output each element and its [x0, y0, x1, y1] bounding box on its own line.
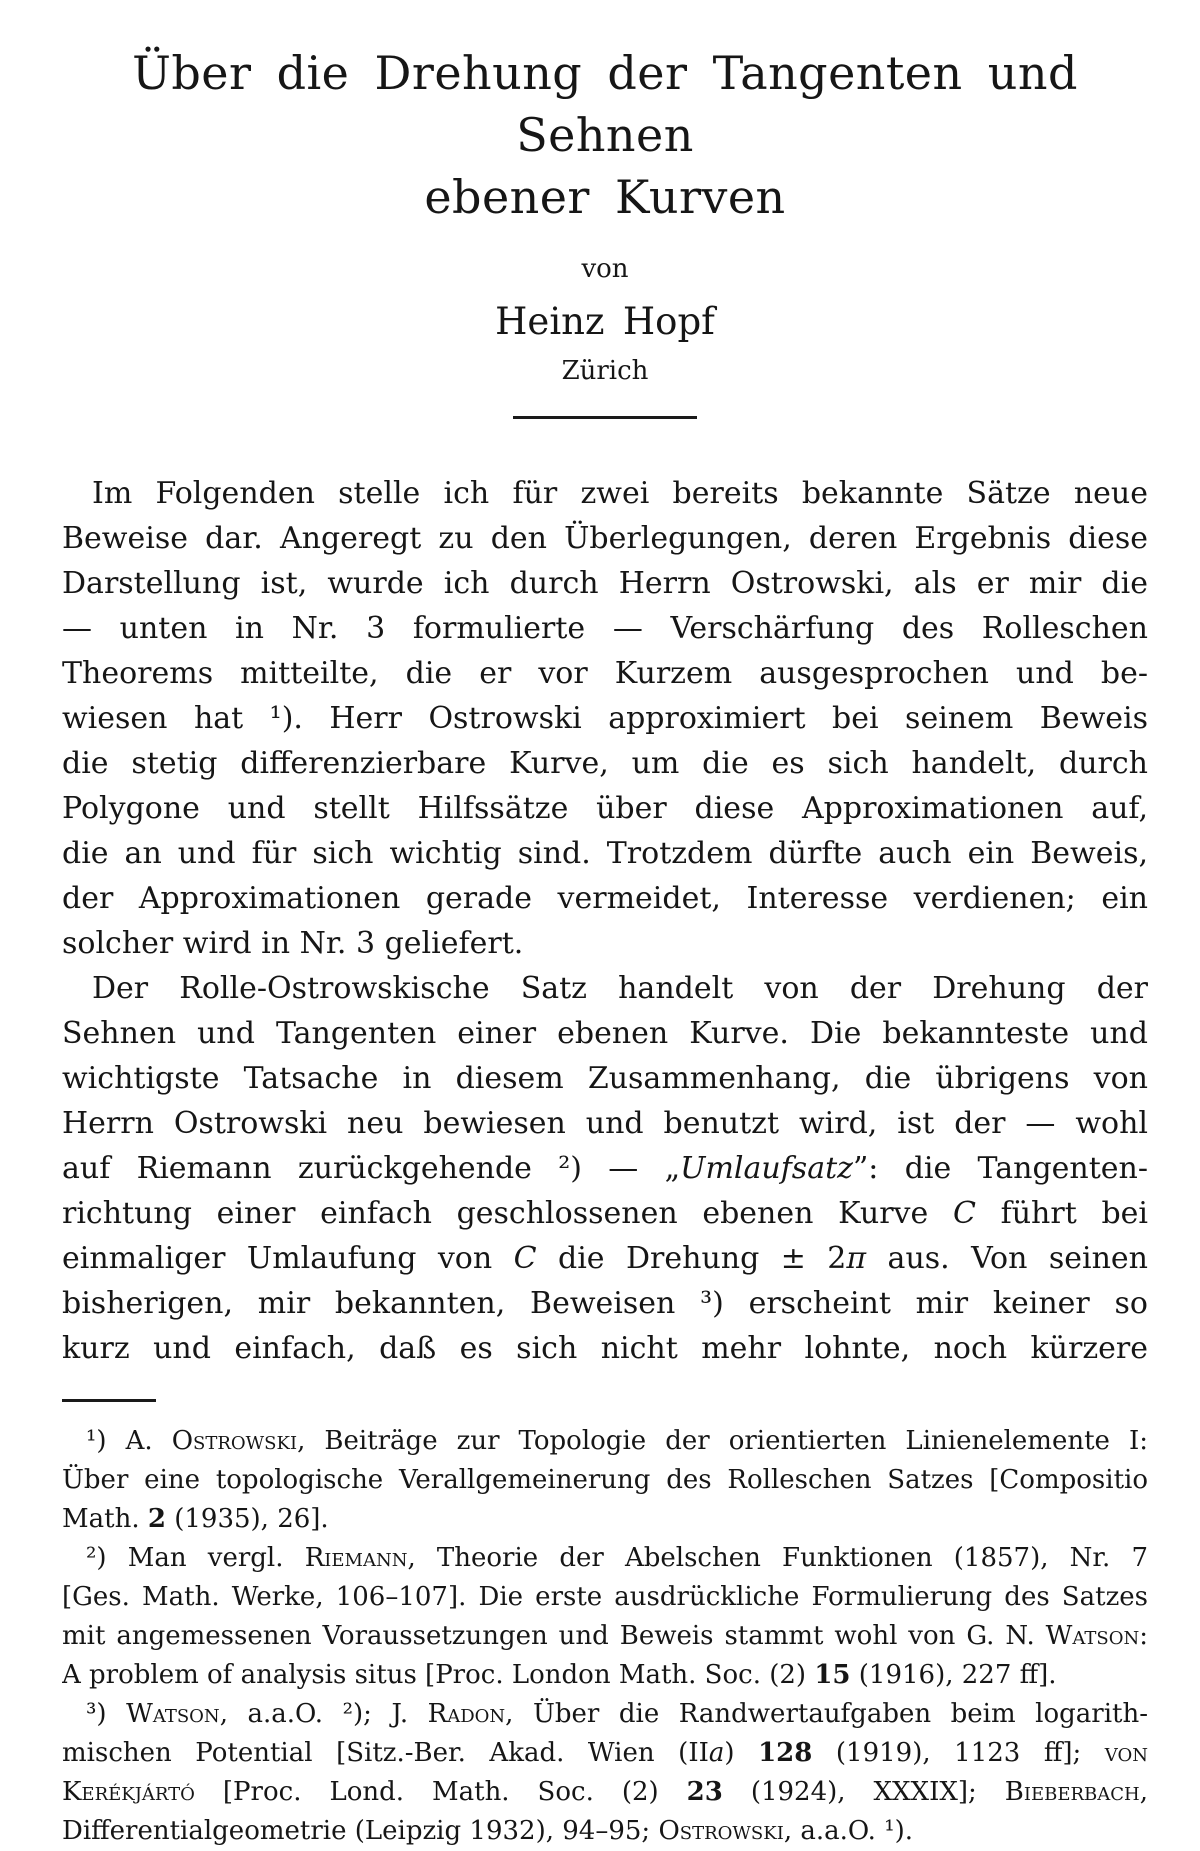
body-text-line: bisherigen, mir bekannten, Beweisen ³) erscheint mir keiner so [62, 1286, 1148, 1321]
body-text-line: Im Folgenden stelle ich für zwei bereits bekannte Sätze neue [92, 476, 1148, 511]
author-affiliation: Zürich [561, 356, 649, 386]
footnote-text-line: mischen Potential [Sitz.-Ber. Akad. Wien (IIa) 128 (1919), 1123 ff]; von [62, 1738, 1148, 1768]
body-text-line: wiesen hat ¹). Herr Ostrowski approximiert bei seinem Beweis [62, 701, 1148, 736]
footnote-text-line: Differentialgeometrie (Leipzig 1932), 94–95; Ostrowski, a.a.O. ¹). [62, 1816, 914, 1846]
body-text-line: kurz und einfach, daß es sich nicht mehr lohnte, noch kürzere [62, 1331, 1148, 1366]
body-text-line: einmaliger Umlaufung von C die Drehung ± 2π aus. Von seinen [62, 1241, 1148, 1276]
footnote-text-line: mit angemessenen Voraussetzungen und Beweis stammt wohl von G. N. Watson: [62, 1621, 1148, 1651]
body-text-line: Theorems mitteilte, die er vor Kurzem ausgesprochen und be- [62, 656, 1148, 691]
footnote-text-line: Über eine topologische Verallgemeinerung des Rolleschen Satzes [Compositio [62, 1465, 1148, 1495]
footnote-text-line: ²) Man vergl. Riemann, Theorie der Abelschen Funktionen (1857), Nr. 7 [86, 1543, 1148, 1573]
footnote-separator-rule [62, 1399, 156, 1402]
footnotes-block [62, 1422, 1148, 1851]
body-text-line: Herrn Ostrowski neu bewiesen und benutzt wird, ist der — wohl [62, 1106, 1148, 1141]
article-body [62, 471, 1148, 1371]
footnote-text-line: [Ges. Math. Werke, 106–107]. Die erste ausdrückliche Formulierung des Satzes [62, 1582, 1148, 1612]
body-text-line: die stetig differenzierbare Kurve, um die es sich handelt, durch [62, 746, 1148, 781]
body-text-line: Der Rolle-Ostrowskische Satz handelt von der Drehung der [92, 971, 1148, 1006]
byline: von [581, 254, 629, 284]
body-text-line: solcher wird in Nr. 3 geliefert. [62, 926, 524, 961]
body-text-line: auf Riemann zurückgehende ²) — „Umlaufsatz”: die Tangenten- [62, 1151, 1148, 1186]
body-text-line: die an und für sich wichtig sind. Trotzdem dürfte auch ein Beweis, [62, 836, 1148, 871]
body-text-line: der Approximationen gerade vermeidet, Interesse verdienen; ein [62, 881, 1148, 916]
author-name: Heinz Hopf [495, 300, 715, 343]
body-text-line: Beweise dar. Angeregt zu den Überlegungen, deren Ergebnis diese [62, 521, 1148, 556]
body-text-line: Polygone und stellt Hilfssätze über diese Approximationen auf, [62, 791, 1148, 826]
paper-title-line-2: ebener Kurven [424, 170, 786, 224]
body-text-line: Sehnen und Tangenten einer ebenen Kurve. Die bekannteste und [62, 1016, 1148, 1051]
body-text-line: richtung einer einfach geschlossenen ebenen Kurve C führt bei [62, 1196, 1148, 1231]
title-separator-rule [513, 416, 697, 419]
paper-title-line-1: Über die Drehung der Tangenten und Sehnen [132, 46, 1078, 162]
body-text-line: — unten in Nr. 3 formulierte — Verschärfung des Rolleschen [62, 611, 1148, 646]
footnote-text-line: Math. 2 (1935), 26]. [62, 1504, 329, 1534]
footnote-text-line: Kerékjártó [Proc. Lond. Math. Soc. (2) 23 (1924), XXXIX]; Bieberbach, [62, 1777, 1148, 1807]
paper-title [62, 42, 1148, 228]
footnote-text-line: ³) Watson, a.a.O. ²); J. Radon, Über die Randwertaufgaben beim logarith- [86, 1699, 1148, 1729]
body-text-line: wichtigste Tatsache in diesem Zusammenhang, die übrigens von [62, 1061, 1148, 1096]
footnote-text-line: A problem of analysis situs [Proc. London Math. Soc. (2) 15 (1916), 227 ff]. [62, 1660, 1057, 1690]
body-text-line: Darstellung ist, wurde ich durch Herrn Ostrowski, als er mir die [62, 566, 1148, 601]
footnote-text-line: ¹) A. Ostrowski, Beiträge zur Topologie der orientierten Linienelemente I: [86, 1426, 1148, 1456]
